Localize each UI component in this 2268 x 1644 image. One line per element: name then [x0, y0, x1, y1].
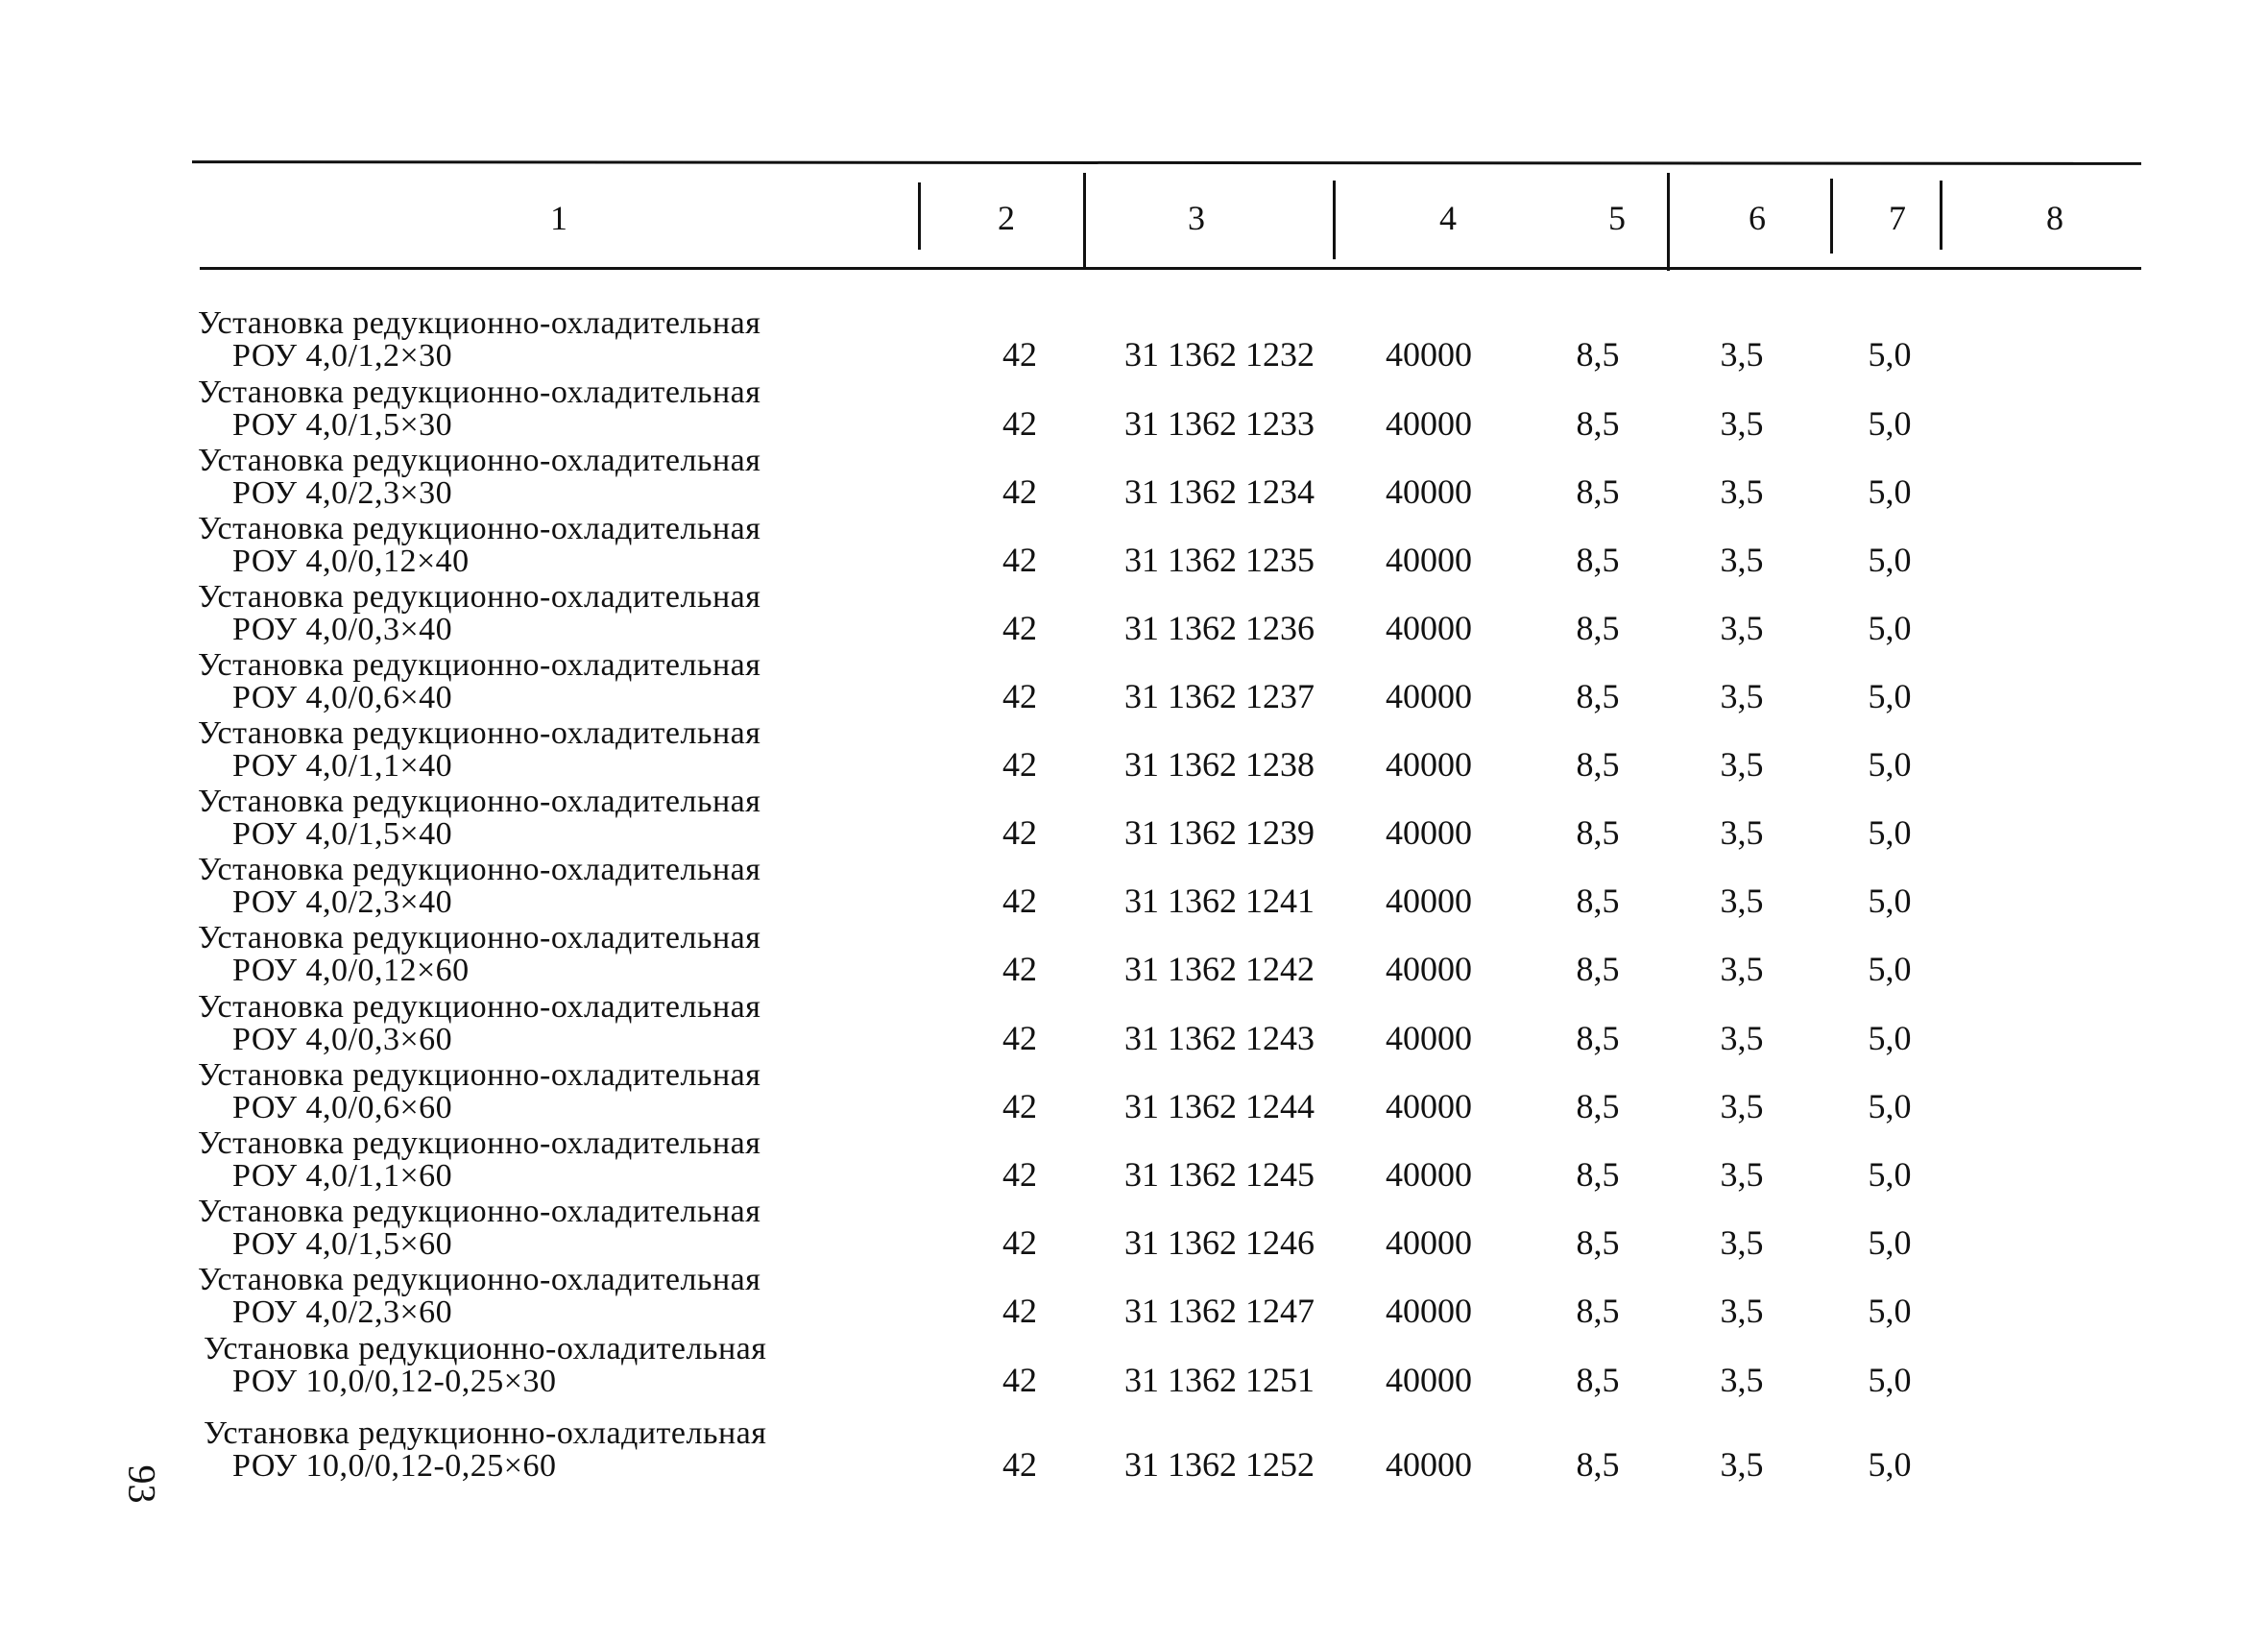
cell-col-3: 31 1362 1245 — [1124, 1155, 1315, 1194]
equipment-model: РОУ 4,0/1,1×40 — [232, 748, 453, 784]
equipment-name: Установка редукционно-охладительная — [198, 375, 761, 410]
cell-col-2: 42 — [1002, 1445, 1037, 1484]
cell-col-3: 31 1362 1232 — [1124, 335, 1315, 374]
cell-col-5: 8,5 — [1576, 1445, 1620, 1484]
cell-col-2: 42 — [1002, 1223, 1037, 1262]
cell-col-7: 5,0 — [1868, 813, 1912, 852]
cell-col-7: 5,0 — [1868, 335, 1912, 374]
cell-col-6: 3,5 — [1720, 1087, 1764, 1125]
equipment-name: Установка редукционно-охладительная — [198, 305, 761, 341]
column-header-2: 2 — [998, 199, 1015, 237]
cell-col-6: 3,5 — [1720, 1223, 1764, 1262]
cell-col-4: 40000 — [1386, 609, 1472, 647]
cell-col-6: 3,5 — [1720, 1155, 1764, 1194]
cell-col-6: 3,5 — [1720, 404, 1764, 443]
equipment-name: Установка редукционно-охладительная — [198, 852, 761, 887]
cell-col-6: 3,5 — [1720, 882, 1764, 920]
cell-col-7: 5,0 — [1868, 745, 1912, 784]
cell-col-5: 8,5 — [1576, 950, 1620, 988]
table-row — [0, 443, 2268, 512]
cell-col-4: 40000 — [1386, 404, 1472, 443]
equipment-name: Установка редукционно-охладительная — [198, 511, 761, 546]
header-separator — [918, 182, 921, 250]
table-row — [0, 784, 2268, 853]
cell-col-5: 8,5 — [1576, 882, 1620, 920]
cell-col-3: 31 1362 1241 — [1124, 882, 1315, 920]
equipment-model: РОУ 4,0/0,12×40 — [232, 544, 470, 579]
table-row — [0, 1057, 2268, 1126]
cell-col-2: 42 — [1002, 335, 1037, 374]
cell-col-3: 31 1362 1244 — [1124, 1087, 1315, 1125]
column-header-4: 4 — [1439, 199, 1457, 237]
equipment-model: РОУ 4,0/1,2×30 — [232, 338, 453, 374]
cell-col-7: 5,0 — [1868, 1445, 1912, 1484]
equipment-name: Установка редукционно-охладительная — [198, 1194, 761, 1229]
cell-col-6: 3,5 — [1720, 745, 1764, 784]
cell-col-2: 42 — [1002, 1019, 1037, 1057]
cell-col-7: 5,0 — [1868, 404, 1912, 443]
cell-col-2: 42 — [1002, 472, 1037, 511]
cell-col-4: 40000 — [1386, 1155, 1472, 1194]
table-row — [0, 305, 2268, 375]
equipment-model: РОУ 4,0/2,3×30 — [232, 475, 453, 511]
cell-col-4: 40000 — [1386, 1019, 1472, 1057]
equipment-model: РОУ 4,0/2,3×60 — [232, 1294, 453, 1330]
equipment-name: Установка редукционно-охладительная — [198, 989, 761, 1025]
cell-col-2: 42 — [1002, 1361, 1037, 1399]
table-row — [0, 1415, 2268, 1485]
cell-col-7: 5,0 — [1868, 541, 1912, 579]
header-separator — [1667, 173, 1670, 271]
cell-col-2: 42 — [1002, 745, 1037, 784]
table-top-rule — [192, 160, 2141, 165]
equipment-name: Установка редукционно-охладительная — [204, 1415, 767, 1451]
cell-col-3: 31 1362 1235 — [1124, 541, 1315, 579]
equipment-name: Установка редукционно-охладительная — [198, 784, 761, 819]
table-row — [0, 1262, 2268, 1331]
table-row — [0, 1125, 2268, 1195]
cell-col-5: 8,5 — [1576, 404, 1620, 443]
cell-col-2: 42 — [1002, 677, 1037, 715]
cell-col-5: 8,5 — [1576, 1223, 1620, 1262]
equipment-model: РОУ 10,0/0,12-0,25×30 — [232, 1364, 557, 1399]
page-number: 93 — [120, 1464, 164, 1504]
header-separator — [1333, 181, 1336, 259]
cell-col-7: 5,0 — [1868, 1019, 1912, 1057]
cell-col-2: 42 — [1002, 813, 1037, 852]
cell-col-5: 8,5 — [1576, 1361, 1620, 1399]
cell-col-6: 3,5 — [1720, 677, 1764, 715]
table-row — [0, 375, 2268, 444]
table-row — [0, 579, 2268, 648]
cell-col-6: 3,5 — [1720, 1445, 1764, 1484]
cell-col-4: 40000 — [1386, 813, 1472, 852]
cell-col-3: 31 1362 1238 — [1124, 745, 1315, 784]
cell-col-2: 42 — [1002, 541, 1037, 579]
equipment-name: Установка редукционно-охладительная — [198, 647, 761, 683]
cell-col-5: 8,5 — [1576, 813, 1620, 852]
cell-col-2: 42 — [1002, 882, 1037, 920]
equipment-model: РОУ 10,0/0,12-0,25×60 — [232, 1448, 557, 1484]
cell-col-3: 31 1362 1243 — [1124, 1019, 1315, 1057]
cell-col-3: 31 1362 1236 — [1124, 609, 1315, 647]
equipment-name: Установка редукционно-охладительная — [198, 1125, 761, 1161]
cell-col-7: 5,0 — [1868, 609, 1912, 647]
table-row — [0, 511, 2268, 580]
cell-col-5: 8,5 — [1576, 472, 1620, 511]
cell-col-7: 5,0 — [1868, 472, 1912, 511]
cell-col-2: 42 — [1002, 609, 1037, 647]
table-row — [0, 852, 2268, 921]
cell-col-6: 3,5 — [1720, 541, 1764, 579]
cell-col-3: 31 1362 1234 — [1124, 472, 1315, 511]
cell-col-2: 42 — [1002, 1292, 1037, 1330]
equipment-model: РОУ 4,0/0,3×40 — [232, 612, 453, 647]
column-header-5: 5 — [1608, 199, 1626, 237]
cell-col-6: 3,5 — [1720, 1292, 1764, 1330]
cell-col-5: 8,5 — [1576, 335, 1620, 374]
equipment-model: РОУ 4,0/0,12×60 — [232, 953, 470, 988]
equipment-model: РОУ 4,0/1,5×40 — [232, 816, 453, 852]
cell-col-3: 31 1362 1252 — [1124, 1445, 1315, 1484]
cell-col-6: 3,5 — [1720, 813, 1764, 852]
column-header-1: 1 — [550, 199, 567, 237]
cell-col-2: 42 — [1002, 1087, 1037, 1125]
column-header-3: 3 — [1188, 199, 1205, 237]
header-separator — [1083, 173, 1086, 267]
header-separator — [1830, 179, 1833, 254]
cell-col-6: 3,5 — [1720, 609, 1764, 647]
column-header-8: 8 — [2046, 199, 2063, 237]
table-row — [0, 1194, 2268, 1263]
cell-col-4: 40000 — [1386, 677, 1472, 715]
cell-col-5: 8,5 — [1576, 1087, 1620, 1125]
cell-col-5: 8,5 — [1576, 541, 1620, 579]
equipment-model: РОУ 4,0/0,6×60 — [232, 1090, 453, 1125]
equipment-name: Установка редукционно-охладительная — [198, 920, 761, 955]
cell-col-7: 5,0 — [1868, 1292, 1912, 1330]
column-header-6: 6 — [1749, 199, 1766, 237]
cell-col-3: 31 1362 1237 — [1124, 677, 1315, 715]
cell-col-5: 8,5 — [1576, 1292, 1620, 1330]
equipment-name: Установка редукционно-охладительная — [204, 1331, 767, 1366]
equipment-model: РОУ 4,0/1,5×60 — [232, 1226, 453, 1262]
equipment-model: РОУ 4,0/0,3×60 — [232, 1022, 453, 1057]
cell-col-3: 31 1362 1246 — [1124, 1223, 1315, 1262]
column-header-7: 7 — [1889, 199, 1906, 237]
cell-col-7: 5,0 — [1868, 950, 1912, 988]
cell-col-4: 40000 — [1386, 1361, 1472, 1399]
table-row — [0, 715, 2268, 785]
equipment-name: Установка редукционно-охладительная — [198, 1262, 761, 1297]
cell-col-5: 8,5 — [1576, 1019, 1620, 1057]
cell-col-7: 5,0 — [1868, 882, 1912, 920]
cell-col-4: 40000 — [1386, 335, 1472, 374]
cell-col-3: 31 1362 1242 — [1124, 950, 1315, 988]
cell-col-7: 5,0 — [1868, 1223, 1912, 1262]
cell-col-5: 8,5 — [1576, 1155, 1620, 1194]
header-separator — [1940, 181, 1942, 250]
cell-col-2: 42 — [1002, 1155, 1037, 1194]
cell-col-6: 3,5 — [1720, 950, 1764, 988]
cell-col-7: 5,0 — [1868, 1155, 1912, 1194]
cell-col-4: 40000 — [1386, 1292, 1472, 1330]
cell-col-7: 5,0 — [1868, 1087, 1912, 1125]
cell-col-4: 40000 — [1386, 1087, 1472, 1125]
table-row — [0, 989, 2268, 1058]
cell-col-3: 31 1362 1239 — [1124, 813, 1315, 852]
cell-col-4: 40000 — [1386, 950, 1472, 988]
table-row — [0, 647, 2268, 716]
cell-col-6: 3,5 — [1720, 472, 1764, 511]
cell-col-3: 31 1362 1247 — [1124, 1292, 1315, 1330]
cell-col-2: 42 — [1002, 404, 1037, 443]
equipment-name: Установка редукционно-охладительная — [198, 579, 761, 615]
equipment-model: РОУ 4,0/1,1×60 — [232, 1158, 453, 1194]
cell-col-4: 40000 — [1386, 882, 1472, 920]
cell-col-4: 40000 — [1386, 541, 1472, 579]
header-bottom-rule — [200, 267, 2141, 270]
cell-col-4: 40000 — [1386, 1445, 1472, 1484]
cell-col-5: 8,5 — [1576, 745, 1620, 784]
cell-col-6: 3,5 — [1720, 1019, 1764, 1057]
cell-col-4: 40000 — [1386, 745, 1472, 784]
table-row — [0, 920, 2268, 989]
cell-col-6: 3,5 — [1720, 335, 1764, 374]
cell-col-6: 3,5 — [1720, 1361, 1764, 1399]
equipment-model: РОУ 4,0/0,6×40 — [232, 680, 453, 715]
cell-col-2: 42 — [1002, 950, 1037, 988]
table-row — [0, 1331, 2268, 1400]
equipment-name: Установка редукционно-охладительная — [198, 443, 761, 478]
equipment-name: Установка редукционно-охладительная — [198, 715, 761, 751]
cell-col-3: 31 1362 1251 — [1124, 1361, 1315, 1399]
cell-col-7: 5,0 — [1868, 1361, 1912, 1399]
equipment-model: РОУ 4,0/2,3×40 — [232, 884, 453, 920]
cell-col-4: 40000 — [1386, 472, 1472, 511]
equipment-model: РОУ 4,0/1,5×30 — [232, 407, 453, 443]
cell-col-5: 8,5 — [1576, 677, 1620, 715]
cell-col-3: 31 1362 1233 — [1124, 404, 1315, 443]
cell-col-5: 8,5 — [1576, 609, 1620, 647]
cell-col-7: 5,0 — [1868, 677, 1912, 715]
equipment-name: Установка редукционно-охладительная — [198, 1057, 761, 1093]
cell-col-4: 40000 — [1386, 1223, 1472, 1262]
